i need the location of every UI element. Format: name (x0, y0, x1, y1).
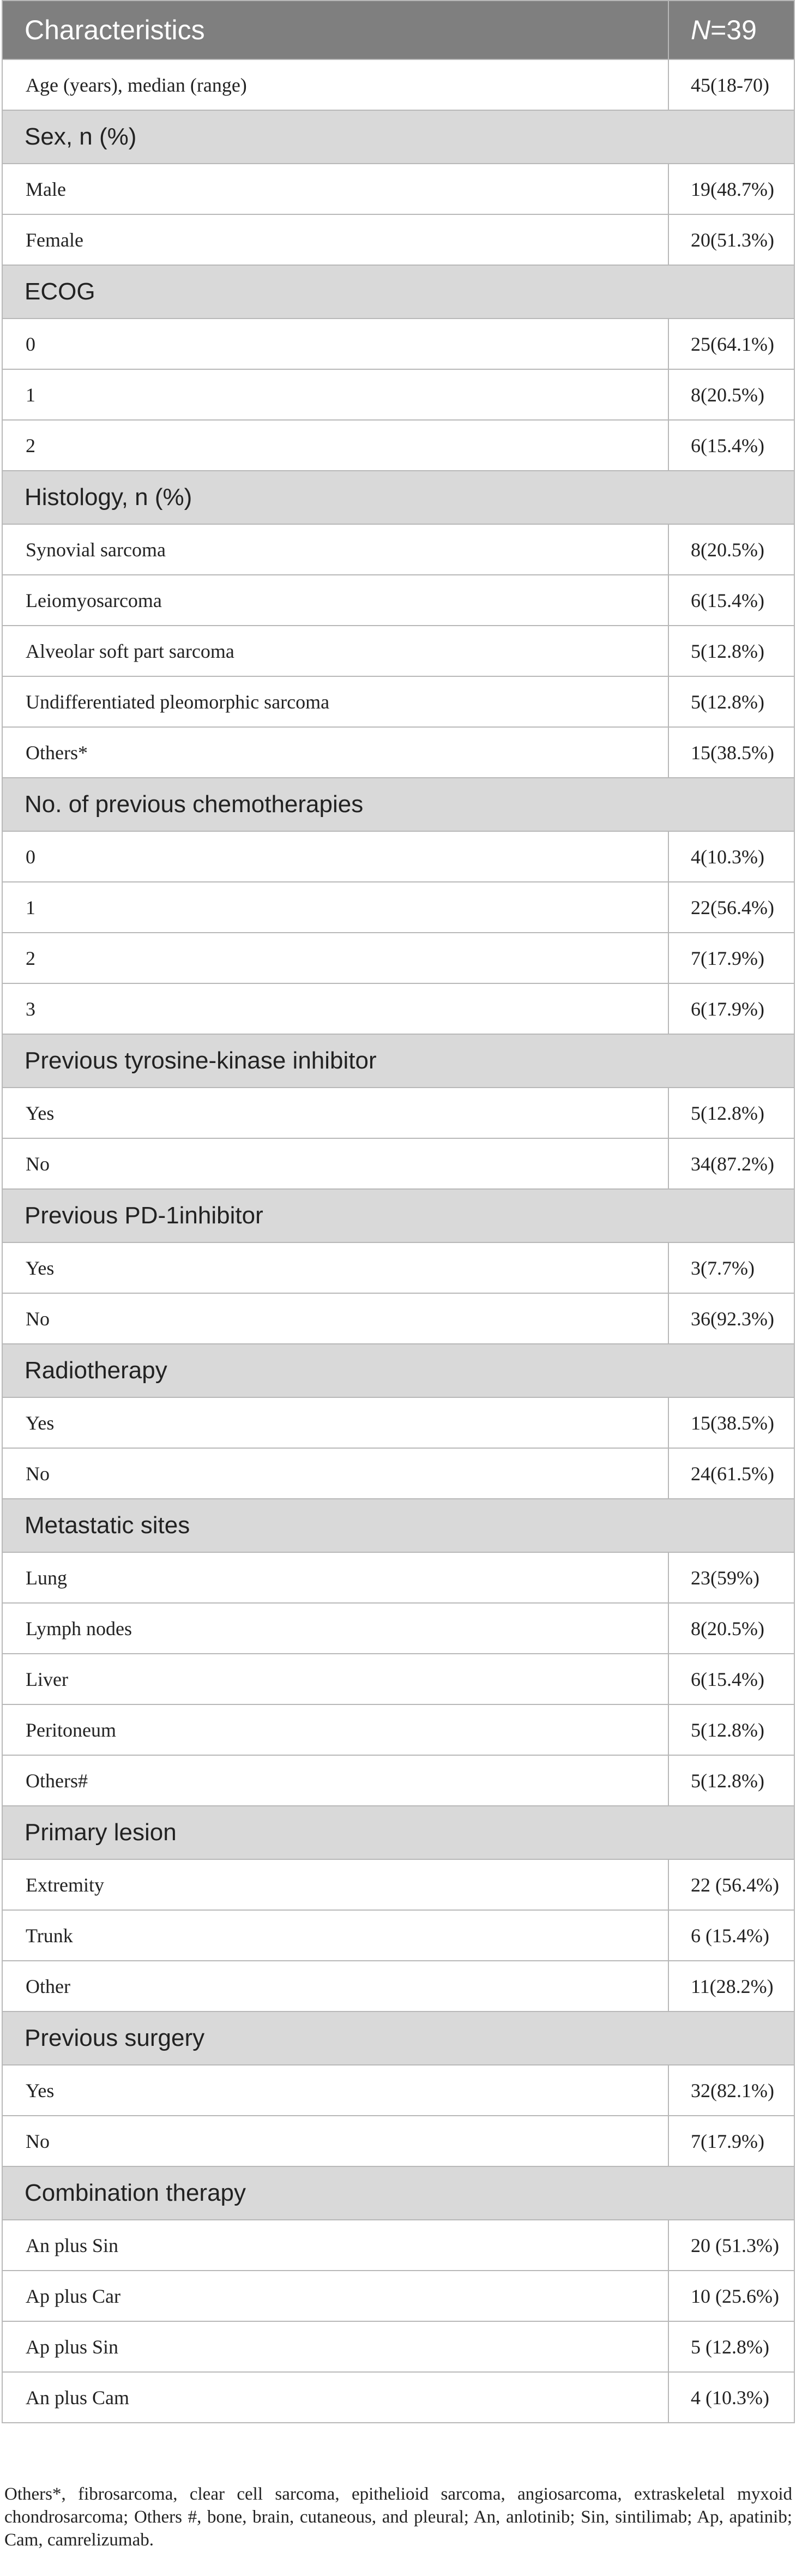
table-row (2, 1138, 794, 1189)
table-row (2, 214, 794, 265)
section-row (2, 1189, 794, 1242)
row-label: An plus Cam (2, 2372, 668, 2423)
table-row (2, 1397, 794, 1448)
row-label: Other (2, 1961, 668, 2011)
row-label: Others* (2, 727, 668, 778)
row-value: 36(92.3%) (668, 1293, 794, 1344)
section-label: Primary lesion (2, 1806, 794, 1859)
row-value: 5(12.8%) (668, 1755, 794, 1806)
row-label: Others# (2, 1755, 668, 1806)
row-label: Liver (2, 1654, 668, 1704)
row-label: Trunk (2, 1910, 668, 1961)
row-value: 6(17.9%) (668, 983, 794, 1034)
row-value: 20(51.3%) (668, 214, 794, 265)
table-row (2, 2116, 794, 2166)
row-value: 45(18-70) (668, 59, 794, 110)
row-label: Lymph nodes (2, 1603, 668, 1654)
row-label: Yes (2, 1242, 668, 1293)
header-characteristics: Characteristics (2, 1, 668, 59)
row-value: 5(12.8%) (668, 676, 794, 727)
row-label: 0 (2, 319, 668, 369)
table-row (2, 575, 794, 626)
section-label: Metastatic sites (2, 1499, 794, 1552)
row-value: 23(59%) (668, 1552, 794, 1603)
section-row (2, 471, 794, 524)
header-n-symbol: N (691, 15, 711, 45)
section-row (2, 778, 794, 831)
row-value: 8(20.5%) (668, 524, 794, 575)
table-row (2, 1654, 794, 1704)
row-label: 2 (2, 933, 668, 983)
section-row (2, 110, 794, 164)
table-row (2, 1293, 794, 1344)
table-row (2, 1603, 794, 1654)
row-label: Ap plus Car (2, 2271, 668, 2321)
row-value: 15(38.5%) (668, 727, 794, 778)
row-label: Peritoneum (2, 1704, 668, 1755)
table-row (2, 1242, 794, 1293)
table-row (2, 2372, 794, 2423)
section-row (2, 2011, 794, 2065)
row-value: 4(10.3%) (668, 831, 794, 882)
section-label: ECOG (2, 265, 794, 319)
table-row (2, 1704, 794, 1755)
table-row (2, 1755, 794, 1806)
table-row (2, 1448, 794, 1499)
table-row (2, 1859, 794, 1910)
table-row (2, 1961, 794, 2011)
section-row (2, 2166, 794, 2220)
row-value: 5 (12.8%) (668, 2321, 794, 2372)
row-value: 11(28.2%) (668, 1961, 794, 2011)
table-row (2, 524, 794, 575)
row-value: 24(61.5%) (668, 1448, 794, 1499)
row-value: 5(12.8%) (668, 626, 794, 676)
row-value: 20 (51.3%) (668, 2220, 794, 2271)
row-value: 25(64.1%) (668, 319, 794, 369)
table-row (2, 882, 794, 933)
table-footnote: Others*, fibrosarcoma, clear cell sarcoma, epithelioid sarcoma, angiosarcoma, extraskeletal myxoid chondrosarcoma; Others #, bone, brain, cutaneous, and pleural; An, anlotinib; Sin, sintilimab; Ap, apatinib; Cam, camrelizumab. (4, 2484, 792, 2550)
section-label: Previous PD-1inhibitor (2, 1189, 794, 1242)
section-label: Combination therapy (2, 2166, 794, 2220)
row-value: 8(20.5%) (668, 1603, 794, 1654)
table-row (2, 420, 794, 471)
table-row (2, 2065, 794, 2116)
row-value: 6 (15.4%) (668, 1910, 794, 1961)
table-row (2, 2271, 794, 2321)
row-value: 5(12.8%) (668, 1088, 794, 1138)
section-label: Sex, n (%) (2, 110, 794, 164)
row-label: Synovial sarcoma (2, 524, 668, 575)
row-label: Yes (2, 1397, 668, 1448)
row-label: 2 (2, 420, 668, 471)
table-row (2, 319, 794, 369)
table-row (2, 626, 794, 676)
table-row (2, 676, 794, 727)
section-label: Previous tyrosine-kinase inhibitor (2, 1034, 794, 1088)
row-value: 19(48.7%) (668, 164, 794, 214)
section-row (2, 1344, 794, 1397)
section-row (2, 1806, 794, 1859)
row-value: 32(82.1%) (668, 2065, 794, 2116)
row-value: 22 (56.4%) (668, 1859, 794, 1910)
table-row (2, 59, 794, 110)
table-header-row (2, 1, 794, 59)
row-label: No (2, 1293, 668, 1344)
header-n (668, 1, 794, 59)
section-row (2, 265, 794, 319)
row-value: 6(15.4%) (668, 575, 794, 626)
table-row (2, 369, 794, 420)
table-row (2, 164, 794, 214)
row-label: Ap plus Sin (2, 2321, 668, 2372)
table-row (2, 983, 794, 1034)
row-label: Alveolar soft part sarcoma (2, 626, 668, 676)
table-row (2, 2321, 794, 2372)
row-label: Male (2, 164, 668, 214)
table-row (2, 2220, 794, 2271)
row-value: 34(87.2%) (668, 1138, 794, 1189)
row-label: 0 (2, 831, 668, 882)
row-label: 1 (2, 882, 668, 933)
section-label: No. of previous chemotherapies (2, 778, 794, 831)
row-value: 3(7.7%) (668, 1242, 794, 1293)
row-label: Lung (2, 1552, 668, 1603)
table-row (2, 727, 794, 778)
section-label: Radiotherapy (2, 1344, 794, 1397)
row-value: 22(56.4%) (668, 882, 794, 933)
row-value: 6(15.4%) (668, 1654, 794, 1704)
table-row (2, 831, 794, 882)
row-value: 5(12.8%) (668, 1704, 794, 1755)
row-label: Female (2, 214, 668, 265)
row-label: Yes (2, 2065, 668, 2116)
table-row (2, 1552, 794, 1603)
table-body (2, 59, 794, 2423)
header-n-value: =39 (710, 15, 757, 45)
characteristics-table (2, 0, 795, 2423)
table-row (2, 1910, 794, 1961)
section-label: Histology, n (%) (2, 471, 794, 524)
row-value: 8(20.5%) (668, 369, 794, 420)
row-value: 15(38.5%) (668, 1397, 794, 1448)
row-label: Leiomyosarcoma (2, 575, 668, 626)
row-label: An plus Sin (2, 2220, 668, 2271)
row-value: 7(17.9%) (668, 2116, 794, 2166)
table-row (2, 1088, 794, 1138)
section-label: Previous surgery (2, 2011, 794, 2065)
row-label: Extremity (2, 1859, 668, 1910)
row-label: No (2, 2116, 668, 2166)
row-value: 4 (10.3%) (668, 2372, 794, 2423)
section-row (2, 1499, 794, 1552)
table-row (2, 933, 794, 983)
characteristics-table-container (2, 0, 794, 2423)
row-value: 10 (25.6%) (668, 2271, 794, 2321)
row-label: No (2, 1448, 668, 1499)
row-label: Yes (2, 1088, 668, 1138)
row-label: 1 (2, 369, 668, 420)
row-value: 7(17.9%) (668, 933, 794, 983)
row-label: 3 (2, 983, 668, 1034)
row-label: Age (years), median (range) (2, 59, 668, 110)
section-row (2, 1034, 794, 1088)
row-label: No (2, 1138, 668, 1189)
row-label: Undifferentiated pleomorphic sarcoma (2, 676, 668, 727)
row-value: 6(15.4%) (668, 420, 794, 471)
